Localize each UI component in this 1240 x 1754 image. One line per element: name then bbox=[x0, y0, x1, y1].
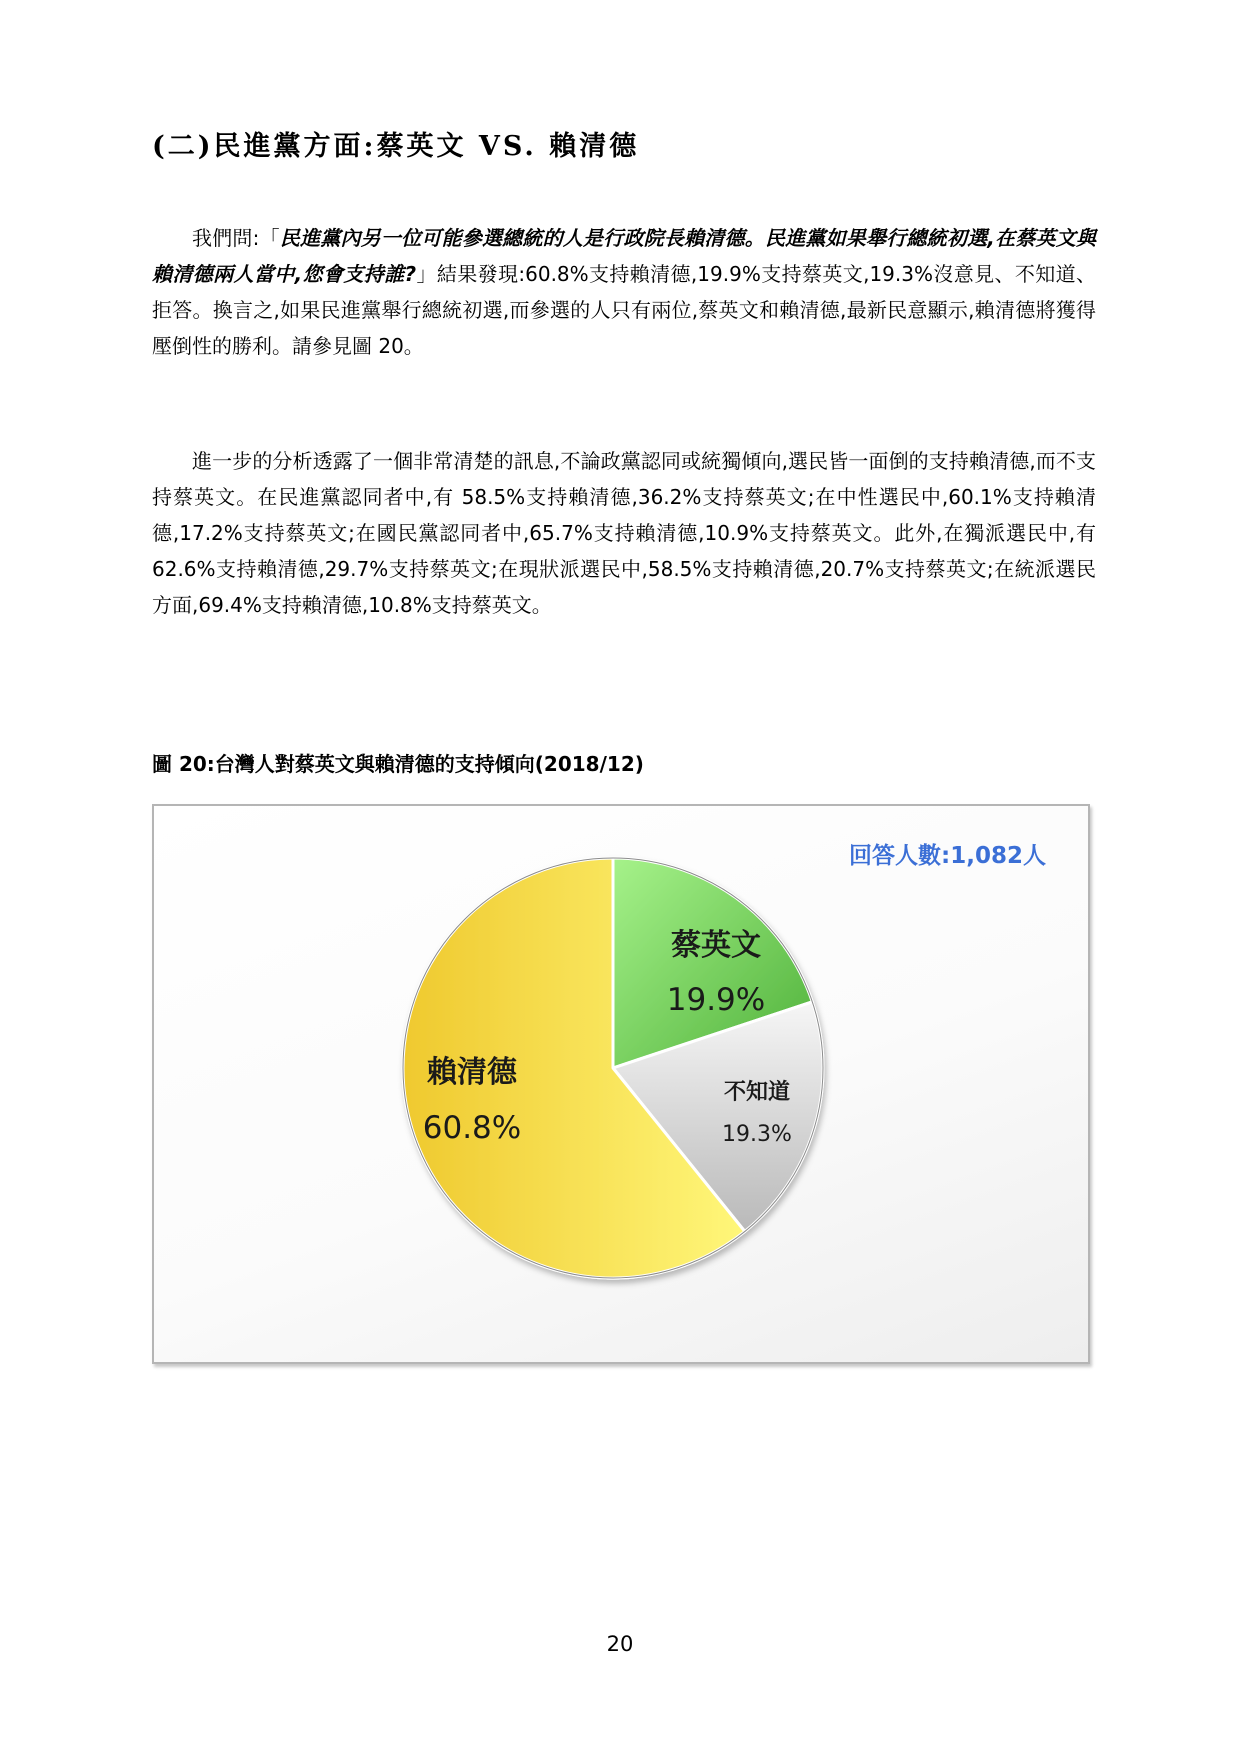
slice-value-tsai: 19.9% bbox=[666, 982, 766, 1018]
paragraph-analysis: 進一步的分析透露了一個非常清楚的訊息,不論政黨認同或統獨傾向,選民皆一面倒的支持賴清德,而不支持蔡英文。在民進黨認同者中,有 58.5%支持賴清德,36.2%支持蔡英文;在中性選民中,60.1%支持賴清德,17.2%支持蔡英文;在國民黨認同者中,65.7%支持賴清德,10.9%支持蔡英文。此外,在獨派選民中,有 62.6%支持賴清德,29.7%支持蔡英文;在現狀派選民中,58.5%支持賴清德,20.7%支持蔡英文;在統派選民方面,69.4%支持賴清德,10.8%支持蔡英文。 bbox=[152, 449, 1096, 617]
page-number: 20 bbox=[606, 1632, 634, 1656]
paragraph-lead: 我們問:「 bbox=[192, 226, 280, 250]
figure-caption: 圖 20:台灣人對蔡英文與賴清德的支持傾向(2018/12) bbox=[152, 752, 644, 776]
section-heading: (二)民進黨方面:蔡英文 VS. 賴清德 bbox=[152, 131, 640, 162]
slice-label-tsai: 蔡英文 bbox=[671, 928, 761, 963]
survey-question-quote: 民進黨內另一位可能參選總統的人是行政院長賴清德。民進黨如果舉行總統初選,在蔡英文與賴清德兩人當中,您會支持誰? bbox=[152, 226, 1096, 286]
slice-label-unknown: 不知道 bbox=[723, 1080, 791, 1105]
pie-chart bbox=[154, 806, 1088, 1362]
respondent-count-annotation: 回答人數:1,082人 bbox=[849, 843, 1046, 869]
slice-label-lai: 賴清德 bbox=[427, 1055, 517, 1090]
pie-chart-frame bbox=[152, 804, 1090, 1364]
slice-value-lai: 60.8% bbox=[422, 1110, 522, 1146]
slice-value-unknown: 19.3% bbox=[722, 1122, 792, 1147]
paragraph-survey-question bbox=[152, 220, 1096, 364]
paragraph-result: 」結果發現:60.8%支持賴清德,19.9%支持蔡英文,19.3%沒意見、不知道、拒答。換言之,如果民進黨舉行總統初選,而參選的人只有兩位,蔡英文和賴清德,最新民意顯示,賴清德將獲得壓倒性的勝利。請參見圖 20。 bbox=[152, 262, 1097, 358]
